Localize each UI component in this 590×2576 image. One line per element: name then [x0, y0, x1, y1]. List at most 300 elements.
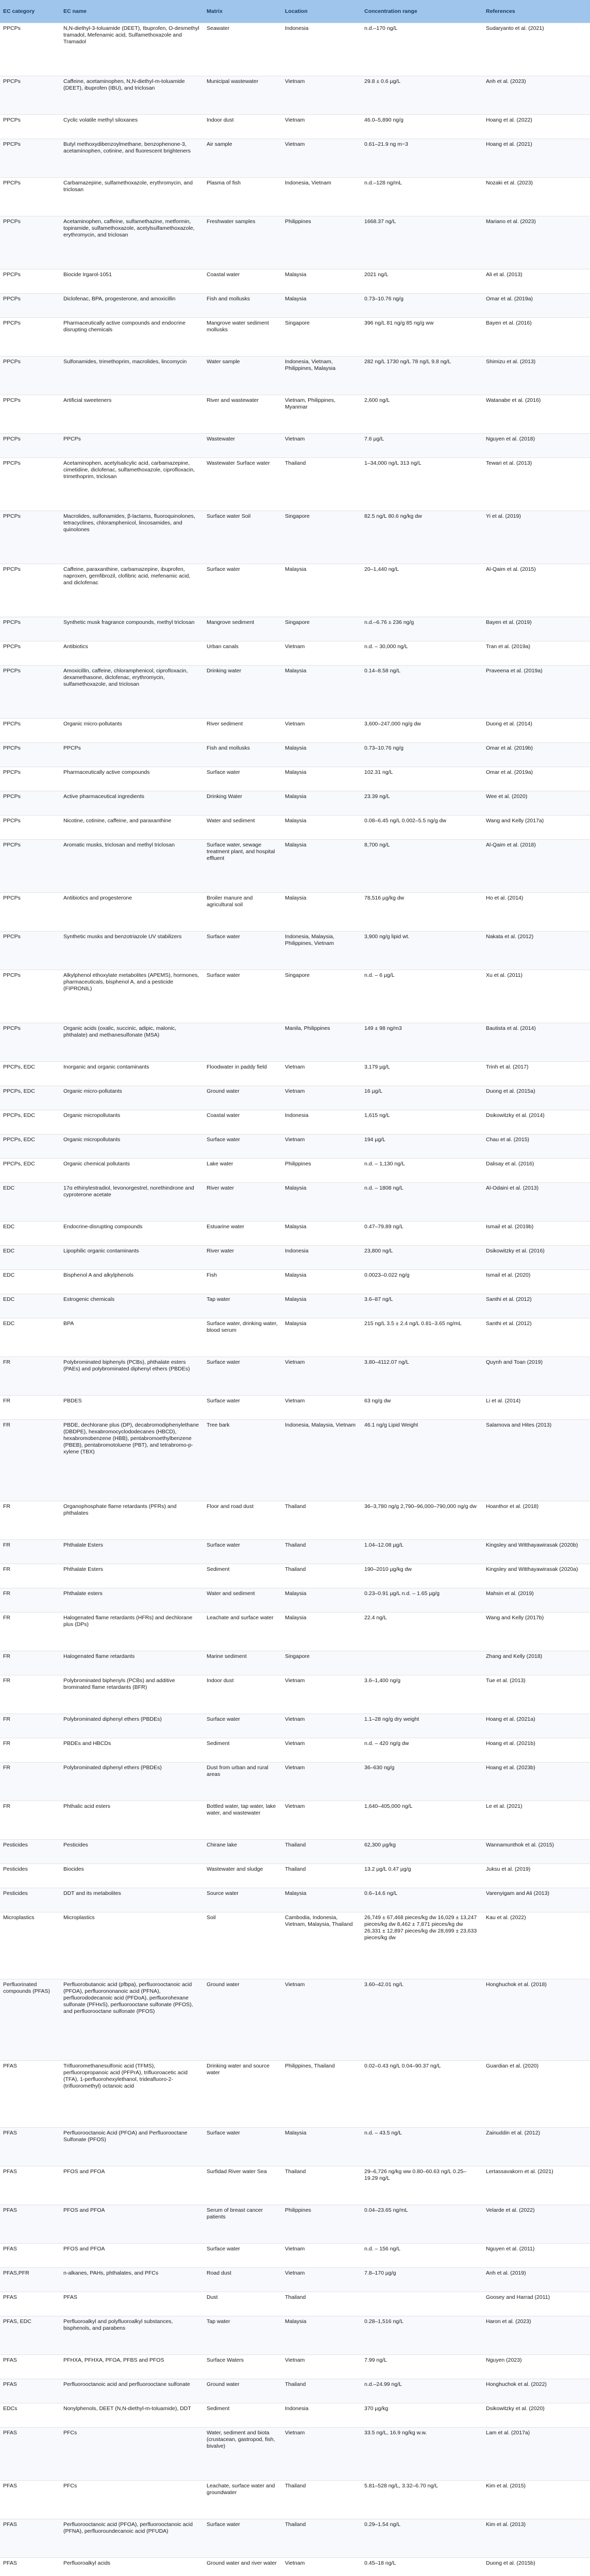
ec-category-cell: FR — [0, 1738, 60, 1762]
ec-category-cell: FR — [0, 1801, 60, 1840]
location-cell: Vietnam, Philippines, Myanmar — [282, 395, 361, 434]
reference-cell: Santhi et al. (2012) — [483, 1318, 590, 1357]
concentration-range-cell: 1.04–12.08 µg/L — [361, 1540, 483, 1564]
location-cell: Malaysia — [282, 791, 361, 816]
reference-cell: Kim et al. (2015) — [483, 2481, 590, 2519]
location-cell: Indonesia — [282, 23, 361, 76]
concentration-range-cell: 46.1 ng/g Lipid Weight — [361, 1420, 483, 1501]
location-cell: Vietnam — [282, 434, 361, 458]
ec-name-cell: Phthalic acid esters — [60, 1801, 204, 1840]
ec-name-cell: PFOS and PFOA — [60, 2205, 204, 2244]
matrix-cell: Surfidad River water Sea — [204, 2166, 282, 2205]
matrix-cell: Road dust — [204, 2268, 282, 2292]
ec-category-cell: PPCPs — [0, 617, 60, 641]
ec-category-cell: FR — [0, 1540, 60, 1564]
location-cell: Thailand — [282, 2519, 361, 2558]
table-row — [0, 1738, 590, 1762]
concentration-range-cell: 8,700 ng/L — [361, 840, 483, 893]
location-cell: Malaysia — [282, 1888, 361, 1912]
location-cell: Vietnam — [282, 719, 361, 743]
reference-cell: Honghuchok et al. (2018) — [483, 1979, 590, 2061]
ec-name-cell: Synthetic musk fragrance compounds, methyl triclosan — [60, 617, 204, 641]
ec-category-cell: PPCPs — [0, 1023, 60, 1062]
location-cell: Indonesia, Vietnam, Philippines, Malaysia — [282, 357, 361, 395]
ec-category-cell: PPCPs, EDC — [0, 1134, 60, 1159]
ec-name-cell: Alkylphenol ethoxylate metabolites (APEMS), hormones, pharmaceuticals, bisphenol A, and a pesticide (FIPRONIL) — [60, 970, 204, 1023]
location-cell: Manila, Philippines — [282, 1023, 361, 1062]
reference-cell: Hoang et al. (2021a) — [483, 1714, 590, 1738]
location-cell: Malaysia — [282, 269, 361, 294]
ec-name-cell: Microplastics — [60, 1912, 204, 1979]
concentration-range-cell: 215 ng/L 3.5 ± 2.4 ng/L 0.81–3.65 ng/mL — [361, 1318, 483, 1357]
table-row — [0, 1979, 590, 2061]
matrix-cell: Drinking water and source water — [204, 2061, 282, 2128]
reference-cell: Duong et al. (2014) — [483, 719, 590, 743]
reference-cell: Tewari et al. (2013) — [483, 458, 590, 511]
ec-category-cell: Microplastics — [0, 1912, 60, 1979]
reference-cell: Wang and Kelly (2017b) — [483, 1613, 590, 1651]
ec-name-cell: N,N-diethyl-3-toluamide (DEET), Ibuprofen, O-desmethyl tramadol, Mefenamic acid, Sulfamethoxazole and Tramadol — [60, 23, 204, 76]
ec-name-cell: Macrolides, sulfonamides, β-lactams, fluoroquinolones, tetracyclines, chloramphenicol, lincosamides, and quinolones — [60, 511, 204, 564]
location-cell: Vietnam — [282, 1738, 361, 1762]
concentration-range-cell: 0.23–0.91 µg/L n.d. – 1.65 µg/g — [361, 1588, 483, 1613]
ec-name-cell: PFAS — [60, 2292, 204, 2316]
matrix-cell: Estuarine water — [204, 1222, 282, 1246]
matrix-cell: Surface water — [204, 2519, 282, 2558]
concentration-range-cell: 0.6–14.6 ng/L — [361, 1888, 483, 1912]
ec-name-cell: Cyclic volatile methyl siloxanes — [60, 115, 204, 139]
table-row — [0, 2061, 590, 2128]
ec-name-cell: 17α ethinylestradiol, levonorgestrel, norethindrone and cyproterone acetate — [60, 1183, 204, 1222]
matrix-cell: Municipal wastewater — [204, 76, 282, 115]
table-row — [0, 2481, 590, 2519]
ec-name-cell: Biocides — [60, 1864, 204, 1888]
matrix-cell: Ground water — [204, 1086, 282, 1110]
table-row — [0, 2379, 590, 2403]
table-row — [0, 931, 590, 970]
reference-cell: Kim et al. (2013) — [483, 2519, 590, 2558]
location-cell: Malaysia — [282, 743, 361, 767]
ec-name-cell: Trifluoromethanesulfonic acid (TFMS), perfluoropropanoic acid (PFPrA), trifluoroacetic acid (TFA), 1-perfluorohexylethanol, trideafluoro-2-(trifluoromethyl) octanoic acid — [60, 2061, 204, 2128]
reference-cell: Bayen et al. (2016) — [483, 318, 590, 357]
matrix-cell: Urban canals — [204, 641, 282, 666]
table-row — [0, 2292, 590, 2316]
concentration-range-cell: n.d. – 1,130 ng/L — [361, 1159, 483, 1183]
location-cell: Malaysia — [282, 1588, 361, 1613]
ec-name-cell: Phthalate Esters — [60, 1540, 204, 1564]
concentration-range-cell: 3.80–4112.07 ng/L — [361, 1357, 483, 1396]
table-row — [0, 767, 590, 791]
table-row — [0, 2355, 590, 2379]
matrix-cell: Surface water — [204, 2244, 282, 2268]
reference-cell: Dalisay et al. (2016) — [483, 1159, 590, 1183]
ec-category-cell: FR — [0, 1501, 60, 1540]
ec-category-cell: PPCPs — [0, 893, 60, 931]
matrix-cell: Water and sediment — [204, 816, 282, 840]
ec-category-cell: PFAS — [0, 2379, 60, 2403]
location-cell: Malaysia — [282, 1183, 361, 1222]
matrix-cell: Source water — [204, 1888, 282, 1912]
table-row — [0, 1110, 590, 1134]
reference-cell: Al-Qaim et al. (2015) — [483, 564, 590, 617]
table-row — [0, 76, 590, 115]
location-cell: Thailand — [282, 2379, 361, 2403]
concentration-range-cell: 0.47–79.89 ng/L — [361, 1222, 483, 1246]
ec-category-cell: PPCPs — [0, 641, 60, 666]
matrix-cell: Water sample — [204, 357, 282, 395]
ec-category-cell: PPCPs — [0, 458, 60, 511]
reference-cell: Duong et al. (2015a) — [483, 1086, 590, 1110]
concentration-range-cell: 2,600 ng/L — [361, 395, 483, 434]
matrix-cell: Surface water — [204, 2128, 282, 2166]
table-row — [0, 1762, 590, 1801]
table-row — [0, 893, 590, 931]
concentration-range-cell: 282 ng/L 1730 ng/L 78 ng/L 9.8 ng/L — [361, 357, 483, 395]
location-cell: Malaysia — [282, 2128, 361, 2166]
ec-name-cell: Perfluorooctanoic Acid (PFOA) and Perfluorooctane Sulfonate (PFOS) — [60, 2128, 204, 2166]
location-cell: Singapore — [282, 1651, 361, 1675]
matrix-cell: Surface Waters — [204, 2355, 282, 2379]
table-row — [0, 1086, 590, 1110]
location-cell: Philippines — [282, 1159, 361, 1183]
matrix-cell: Indoor dust — [204, 115, 282, 139]
table-row — [0, 1159, 590, 1183]
reference-cell: Anh et al. (2019) — [483, 2268, 590, 2292]
matrix-cell: Lake water — [204, 1159, 282, 1183]
matrix-cell: Coastal water — [204, 269, 282, 294]
table-row — [0, 1588, 590, 1613]
location-cell: Malaysia — [282, 294, 361, 318]
ec-category-cell: Pesticides — [0, 1864, 60, 1888]
location-cell: Philippines — [282, 216, 361, 269]
concentration-range-cell: 0.45–18 ng/L — [361, 2558, 483, 2576]
reference-cell: Praveena et al. (2019a) — [483, 666, 590, 719]
concentration-range-cell: n.d.–24.99 ng/L — [361, 2379, 483, 2403]
ec-category-cell: PPCPs — [0, 719, 60, 743]
table-row — [0, 2205, 590, 2244]
table-row — [0, 743, 590, 767]
ec-name-cell: Bisphenol A and alkylphenols — [60, 1270, 204, 1294]
ec-category-cell: PPCPs — [0, 23, 60, 76]
ec-name-cell: Polybrominated biphenyls (PCBs), phthalate esters (PAEs) and polybrominated diphenyl ethers (PBDEs) — [60, 1357, 204, 1396]
reference-cell: Le et al. (2021) — [483, 1801, 590, 1840]
concentration-range-cell: 0.73–10.76 ng/g — [361, 294, 483, 318]
ec-category-cell: PFAS — [0, 2558, 60, 2576]
ec-category-cell: EDC — [0, 1318, 60, 1357]
concentration-range-cell: 1–34,000 ng/L 313 ng/L — [361, 458, 483, 511]
concentration-range-cell: 29–6,726 ng/kg ww 0.80–60.63 ng/L 0.25–19.29 ng/L — [361, 2166, 483, 2205]
matrix-cell: Seawater — [204, 23, 282, 76]
reference-cell: Varenyigam and Ali (2013) — [483, 1888, 590, 1912]
matrix-cell: Surface water — [204, 1396, 282, 1420]
ec-name-cell: Antibiotics — [60, 641, 204, 666]
concentration-range-cell: 0.61–21.9 ng m−3 — [361, 139, 483, 178]
ec-category-cell: PPCPs — [0, 564, 60, 617]
concentration-range-cell: 1,640–405,000 ng/L — [361, 1801, 483, 1840]
table-row — [0, 1023, 590, 1062]
ec-name-cell: Acetaminophen, caffeine, sulfamethazine, metformin, topiramide, sulfamethoxazole, acetylsulfamethoxazole, erythromycin, and triclosan — [60, 216, 204, 269]
matrix-cell: Surface water — [204, 931, 282, 970]
matrix-cell: Surface water — [204, 564, 282, 617]
ec-category-cell: EDC — [0, 1222, 60, 1246]
concentration-range-cell: 7.99 ng/L — [361, 2355, 483, 2379]
reference-cell: Ho et al. (2014) — [483, 893, 590, 931]
ec-category-cell: FR — [0, 1613, 60, 1651]
matrix-cell: Floodwater in paddy field — [204, 1062, 282, 1086]
location-cell: Vietnam — [282, 1062, 361, 1086]
ec-category-cell: PPCPs, EDC — [0, 1159, 60, 1183]
table-row — [0, 1840, 590, 1864]
reference-cell: Santhi et al. (2012) — [483, 1294, 590, 1318]
concentration-range-cell: 23,800 ng/L — [361, 1246, 483, 1270]
table-row — [0, 434, 590, 458]
reference-cell: Nozaki et al. (2023) — [483, 178, 590, 216]
table-row — [0, 719, 590, 743]
ec-name-cell: PFHXA, PFHXA, PFOA, PFBS and PFOS — [60, 2355, 204, 2379]
ec-category-cell: PFAS,PFR — [0, 2268, 60, 2292]
location-cell: Malaysia — [282, 1270, 361, 1294]
concentration-range-cell — [361, 1651, 483, 1675]
reference-cell: Trinh et al. (2017) — [483, 1062, 590, 1086]
location-cell: Malaysia — [282, 767, 361, 791]
table-row — [0, 1888, 590, 1912]
table-row — [0, 970, 590, 1023]
location-cell: Malaysia — [282, 1613, 361, 1651]
matrix-cell: Surface water — [204, 1134, 282, 1159]
location-cell: Vietnam — [282, 641, 361, 666]
matrix-cell: Surface water — [204, 1357, 282, 1396]
ec-name-cell: Organic micropollutants — [60, 1134, 204, 1159]
matrix-cell: Wastewater — [204, 434, 282, 458]
reference-cell: Dsikowitzky et al. (2020) — [483, 2403, 590, 2428]
concentration-range-cell: 82.5 ng/L 80.6 ng/kg dw — [361, 511, 483, 564]
location-cell: Singapore — [282, 617, 361, 641]
ec-name-cell: Nicotine, cotinine, caffeine, and paraxanthine — [60, 816, 204, 840]
location-cell: Indonesia, Vietnam — [282, 178, 361, 216]
location-cell: Vietnam — [282, 2355, 361, 2379]
location-cell: Vietnam — [282, 76, 361, 115]
table-row — [0, 564, 590, 617]
matrix-cell: Ground water and river water — [204, 2558, 282, 2576]
matrix-cell: Sediment — [204, 1738, 282, 1762]
ec-name-cell: Pharmaceutically active compounds and endocrine disrupting chemicals — [60, 318, 204, 357]
table-row — [0, 791, 590, 816]
matrix-cell: Plasma of fish — [204, 178, 282, 216]
matrix-cell: River water — [204, 1246, 282, 1270]
ec-category-cell: PFAS, EDC — [0, 2316, 60, 2355]
reference-cell: Wannamunthok et al. (2015) — [483, 1840, 590, 1864]
ec-name-cell: Organic micro-pollutants — [60, 719, 204, 743]
ec-category-cell: PPCPs — [0, 395, 60, 434]
table-row — [0, 1420, 590, 1501]
concentration-range-cell: 63 ng/g dw — [361, 1396, 483, 1420]
table-row — [0, 2316, 590, 2355]
header-row — [0, 0, 590, 23]
ec-name-cell: Nonylphenols, DEET (N,N-diethyl-m-toluamide), DDT — [60, 2403, 204, 2428]
matrix-cell: Water and sediment — [204, 1588, 282, 1613]
matrix-cell: Tree bark — [204, 1420, 282, 1501]
matrix-cell: Fish and mollusks — [204, 743, 282, 767]
ec-category-cell: EDC — [0, 1294, 60, 1318]
location-cell: Vietnam — [282, 1762, 361, 1801]
ec-name-cell: Aromatic musks, triclosan and methyl triclosan — [60, 840, 204, 893]
location-cell: Vietnam — [282, 115, 361, 139]
ec-name-cell: Carbamazepine, sulfamethoxazole, erythromycin, and triclosan — [60, 178, 204, 216]
location-cell: Vietnam — [282, 2558, 361, 2576]
reference-cell: Honghuchok et al. (2022) — [483, 2379, 590, 2403]
matrix-cell: Leachate, surface water and groundwater — [204, 2481, 282, 2519]
table-row — [0, 1222, 590, 1246]
table-header — [0, 0, 590, 23]
ec-name-cell: Butyl methoxydibenzoylmethane, benzophenone-3, acetaminophen, cotinine, and fluorescent brighteners — [60, 139, 204, 178]
concentration-range-cell — [361, 2292, 483, 2316]
ec-name-cell: Organic micropollutants — [60, 1110, 204, 1134]
location-cell: Thailand — [282, 2481, 361, 2519]
ec-name-cell: PFCs — [60, 2428, 204, 2481]
table-row — [0, 1270, 590, 1294]
location-cell: Indonesia — [282, 1110, 361, 1134]
ec-category-cell: PPCPs — [0, 931, 60, 970]
table-row — [0, 2268, 590, 2292]
matrix-cell: Sediment — [204, 2403, 282, 2428]
ec-category-cell: EDCs — [0, 2403, 60, 2428]
concentration-range-cell: 33.5 ng/L, 16.9 ng/kg w.w. — [361, 2428, 483, 2481]
matrix-cell: Freshwater samples — [204, 216, 282, 269]
matrix-cell: Surface water — [204, 970, 282, 1023]
matrix-cell: Floor and road dust — [204, 1501, 282, 1540]
reference-cell: Hoang et al. (2021b) — [483, 1738, 590, 1762]
matrix-cell: Mangrove sediment — [204, 617, 282, 641]
ec-name-cell: Artificial sweeteners — [60, 395, 204, 434]
concentration-range-cell: n.d.–170 ng/L — [361, 23, 483, 76]
ec-category-cell: PFAS — [0, 2428, 60, 2481]
concentration-range-cell: 3.6–1,400 ng/g — [361, 1675, 483, 1714]
concentration-range-cell: 396 ng/L 81 ng/g 85 ng/g ww — [361, 318, 483, 357]
concentration-range-cell: 1668.37 ng/L — [361, 216, 483, 269]
header-concentration-range: Concentration range — [361, 0, 483, 23]
table-row — [0, 1246, 590, 1270]
table-row — [0, 2519, 590, 2558]
concentration-range-cell: 7.6 µg/L — [361, 434, 483, 458]
location-cell: Malaysia — [282, 1294, 361, 1318]
ec-name-cell: Organic micro-pollutants — [60, 1086, 204, 1110]
concentration-range-cell: 3,600–247,000 ng/g dw — [361, 719, 483, 743]
ec-name-cell: Endocrine-disrupting compounds — [60, 1222, 204, 1246]
ec-name-cell: Sulfonamides, trimethoprim, macrolides, lincomycin — [60, 357, 204, 395]
location-cell: Vietnam — [282, 2244, 361, 2268]
location-cell: Thailand — [282, 458, 361, 511]
matrix-cell: Mangrove water sediment mollusks — [204, 318, 282, 357]
ec-category-cell: PFAS — [0, 2519, 60, 2558]
table-row — [0, 1801, 590, 1840]
ec-name-cell: Polybrominated biphenyls (PCBs) and additive brominated flame retardants (BFR) — [60, 1675, 204, 1714]
ec-name-cell: PFCs — [60, 2481, 204, 2519]
ec-name-cell: PFOS and PFOA — [60, 2166, 204, 2205]
matrix-cell: Drinking water — [204, 666, 282, 719]
matrix-cell: Drinking Water — [204, 791, 282, 816]
reference-cell: Ali et al. (2013) — [483, 269, 590, 294]
reference-cell: Anh et al. (2023) — [483, 76, 590, 115]
reference-cell: Hoang et al. (2023b) — [483, 1762, 590, 1801]
location-cell: Singapore — [282, 318, 361, 357]
reference-cell: Dsikowitzky et al. (2014) — [483, 1110, 590, 1134]
reference-cell: Bautista et al. (2014) — [483, 1023, 590, 1062]
ec-category-cell: PFAS — [0, 2481, 60, 2519]
location-cell: Thailand — [282, 1501, 361, 1540]
ec-name-cell: Active pharmaceutical ingredients — [60, 791, 204, 816]
concentration-range-cell: 190–2010 µg/kg dw — [361, 1564, 483, 1588]
table-row — [0, 2558, 590, 2576]
ec-category-cell: Pesticides — [0, 1840, 60, 1864]
reference-cell: Xu et al. (2011) — [483, 970, 590, 1023]
ec-category-cell: FR — [0, 1396, 60, 1420]
location-cell: Vietnam — [282, 1396, 361, 1420]
ec-category-cell: PPCPs — [0, 357, 60, 395]
table-row — [0, 2428, 590, 2481]
reference-cell: Goosey and Harrad (2011) — [483, 2292, 590, 2316]
concentration-range-cell: 0.04–23.65 ng/mL — [361, 2205, 483, 2244]
ec-name-cell: Inorganic and organic contaminants — [60, 1062, 204, 1086]
concentration-range-cell: 2021 ng/L — [361, 269, 483, 294]
concentration-range-cell: 1,615 ng/L — [361, 1110, 483, 1134]
matrix-cell: River sediment — [204, 719, 282, 743]
table-row — [0, 1294, 590, 1318]
table-row — [0, 1714, 590, 1738]
concentration-range-cell: 102.31 ng/L — [361, 767, 483, 791]
reference-cell: Tran et al. (2019a) — [483, 641, 590, 666]
matrix-cell: Dust — [204, 2292, 282, 2316]
ec-name-cell: Halogenated flame retardants (HFRs) and dechlorane plus (DPs) — [60, 1613, 204, 1651]
reference-cell: Kau et al. (2022) — [483, 1912, 590, 1979]
reference-cell: Mahsin et al. (2019) — [483, 1588, 590, 1613]
matrix-cell: River water — [204, 1183, 282, 1222]
matrix-cell: Surface water — [204, 1540, 282, 1564]
ec-name-cell: Polybrominated diphenyl ethers (PBDEs) — [60, 1714, 204, 1738]
table-row — [0, 1651, 590, 1675]
table-row — [0, 178, 590, 216]
location-cell: Thailand — [282, 1864, 361, 1888]
ec-name-cell: Estrogenic chemicals — [60, 1294, 204, 1318]
location-cell: Malaysia — [282, 564, 361, 617]
reference-cell: Al-Qaim et al. (2018) — [483, 840, 590, 893]
concentration-range-cell: 13.2 µg/L 0.47 µg/g — [361, 1864, 483, 1888]
ec-name-cell: Phthalate esters — [60, 1588, 204, 1613]
concentration-range-cell: 20–1,440 ng/L — [361, 564, 483, 617]
table-row — [0, 2128, 590, 2166]
table-body — [0, 23, 590, 2576]
location-cell: Vietnam — [282, 139, 361, 178]
table-row — [0, 1675, 590, 1714]
reference-cell: Shimizu et al. (2013) — [483, 357, 590, 395]
location-cell: Thailand — [282, 1540, 361, 1564]
table-row — [0, 1613, 590, 1651]
location-cell: Malaysia — [282, 893, 361, 931]
reference-cell: Li et al. (2014) — [483, 1396, 590, 1420]
concentration-range-cell: n.d. – 43.5 ng/L — [361, 2128, 483, 2166]
reference-cell: Quynh and Toan (2019) — [483, 1357, 590, 1396]
location-cell: Vietnam — [282, 2268, 361, 2292]
table-row — [0, 816, 590, 840]
table-row — [0, 840, 590, 893]
table-row — [0, 1183, 590, 1222]
reference-cell: Hoang et al. (2022) — [483, 115, 590, 139]
concentration-range-cell: 3.6–87 ng/L — [361, 1294, 483, 1318]
ec-category-cell: EDC — [0, 1246, 60, 1270]
location-cell: Vietnam — [282, 1801, 361, 1840]
ec-name-cell: Perfluorooctanoic acid and perfluorooctane sulfonate — [60, 2379, 204, 2403]
table-row — [0, 666, 590, 719]
reference-cell: Nakata et al. (2012) — [483, 931, 590, 970]
